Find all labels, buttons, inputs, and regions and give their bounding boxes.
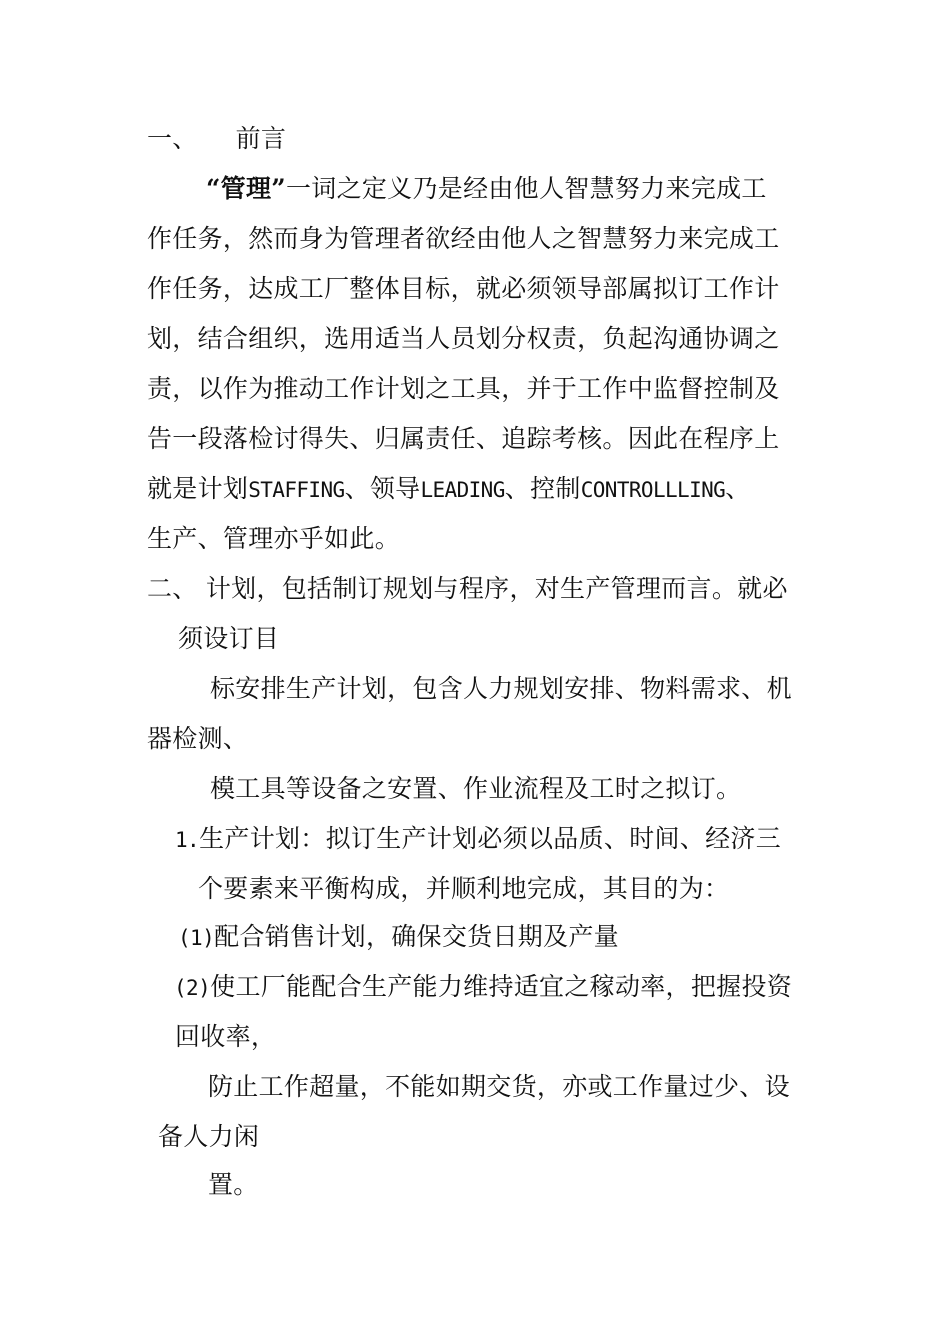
paragraph-line-2: 作任务，然而身为管理者欲经由他人之智慧努力来完成工 (147, 224, 780, 253)
term-controlling: CONTROLLLING (580, 478, 726, 502)
section-1-heading (147, 124, 286, 154)
paragraph-line-3: 作任务，达成工厂整体目标，就必须领导部属拟订工作计 (147, 274, 780, 303)
paragraph-line-1 (206, 174, 767, 204)
line-7-part-2: 、领导 (344, 474, 421, 503)
section-2-line-2: 须设订目 (178, 624, 280, 653)
item-1-number: 1. (175, 828, 200, 852)
sub-item-2-line-5: 置。 (208, 1170, 259, 1199)
paragraph-line-7 (147, 474, 751, 505)
sub-item-1-number: (1) (178, 926, 215, 950)
section-2-line-4: 器检测、 (147, 724, 249, 753)
sub-item-1 (178, 922, 619, 953)
term-leading: LEADING (420, 478, 505, 502)
item-1-line-2: 个要素来平衡构成，并顺利地完成，其目的为： (198, 874, 730, 903)
sub-item-2-number: (2) (174, 976, 211, 1000)
paragraph-line-8: 生产、管理亦乎如此。 (147, 524, 401, 553)
item-1-text: 生产计划：拟订生产计划必须以品质、时间、经济三 (199, 824, 781, 853)
paragraph-line-1-text: 一词之定义乃是经由他人智慧努力来完成工 (285, 174, 767, 203)
section-2-line-1: 二、 计划，包括制订规划与程序，对生产管理而言。就必 (147, 574, 788, 603)
sub-item-2-line-1 (174, 972, 792, 1003)
quoted-term: “管理” (206, 174, 286, 203)
sub-item-2-text: 使工厂能配合生产能力维持适宜之稼动率，把握投资 (210, 972, 793, 1001)
line-7-part-4: 、 (725, 474, 751, 503)
sub-item-1-text: 配合销售计划，确保交货日期及产量 (214, 922, 619, 951)
paragraph-line-5: 责，以作为推动工作计划之工具，并于工作中监督控制及 (147, 374, 780, 403)
sub-item-2-line-3: 防止工作超量，不能如期交货，亦或工作量过少、设 (208, 1072, 790, 1101)
sub-item-2-line-4: 备人力闲 (158, 1122, 260, 1151)
paragraph-line-4: 划，结合组织，选用适当人员划分权责，负起沟通协调之 (147, 324, 780, 353)
line-7-part-1: 就是计划 (147, 474, 249, 503)
paragraph-line-6: 告一段落检讨得失、归属责任、追踪考核。因此在程序上 (147, 424, 780, 453)
section-2-line-3: 标安排生产计划，包含人力规划安排、物料需求、机 (210, 674, 792, 703)
line-7-part-3: 、控制 (504, 474, 581, 503)
item-1-line-1 (175, 824, 781, 855)
section-1-number: 一、 (147, 124, 198, 153)
term-staffing: STAFFING (248, 478, 345, 502)
section-2-line-5: 模工具等设备之安置、作业流程及工时之拟订。 (210, 774, 742, 803)
section-1-title: 前言 (235, 124, 287, 153)
sub-item-2-line-2: 回收率， (175, 1022, 277, 1051)
